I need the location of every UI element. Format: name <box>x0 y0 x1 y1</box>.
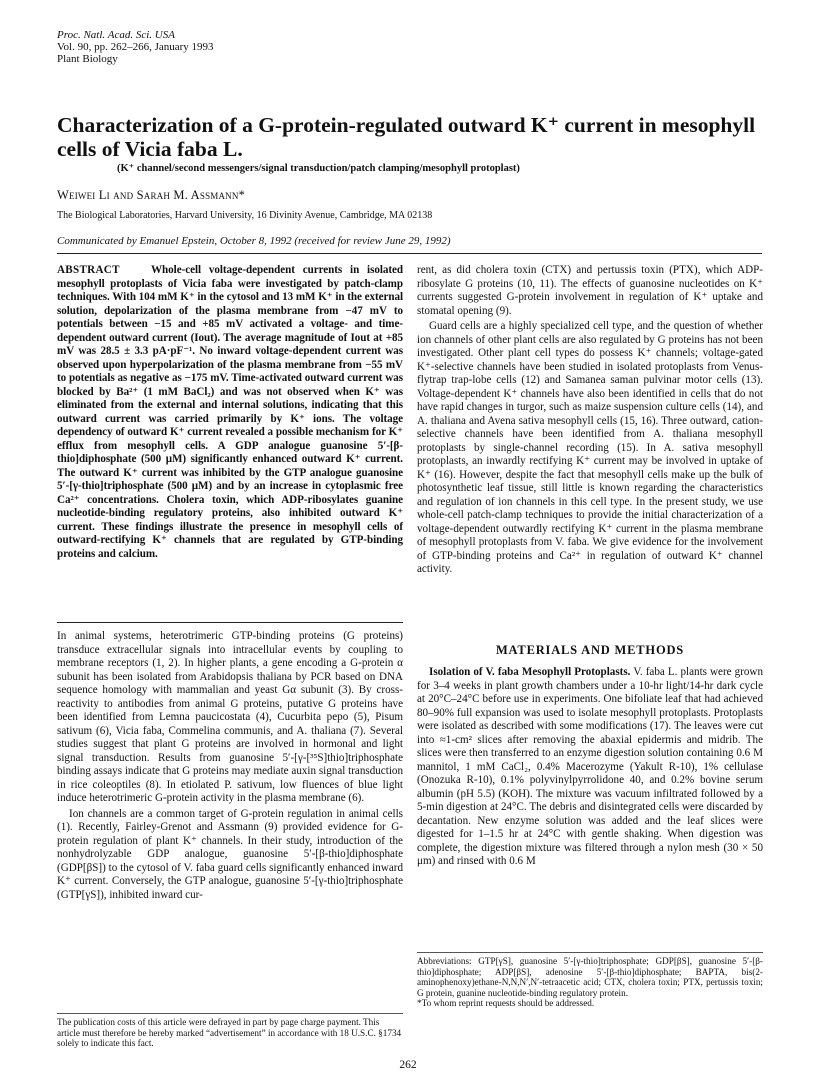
methods-section <box>417 666 763 869</box>
publication-cost-footnote: The publication costs of this article were defrayed in part by page charge payment. This article must therefore be hereby marked “advertisement” in accordance with 18 U.S.C. §1734 solely to indicate this fact. <box>57 1017 402 1048</box>
journal-volume: Vol. 90, pp. 262–266, January 1993 <box>57 41 214 53</box>
journal-section: Plant Biology <box>57 53 118 65</box>
abbreviations-footnote <box>417 956 763 1009</box>
intro-paragraph-2: Ion channels are a common target of G-protein regulation in animal cells (1). Recently, Fairley-Grenot and Assmann (9) provided evidence for G-protein regulation of plant K⁺ channels. In their study, introduction of the nonhydrolyzable GDP analogue, guanosine 5′-[β-thio]diphosphate (GDP[βS]) to the cytosol of V. faba guard cells significantly enhanced inward K⁺ current. Conversely, the GTP analogue, guanosine 5′-[γ-thio]triphosphate (GTP[γS]), inhibited inward cur- <box>57 807 403 901</box>
authors: Weiwei Li and Sarah M. Assmann* <box>57 188 246 202</box>
abstract-text: Whole-cell voltage-dependent currents in isolated mesophyll protoplasts of Vicia faba were investigated by patch-clamp techniques. With 104 mM K⁺ in the cytosol and 13 mM K⁺ in the external solution, depolarization of the plasma membrane from −47 mV to potentials between −15 and +85 mV activated a voltage- and time-dependent outward current (Iout). The average magnitude of Iout at +85 mV was 28.5 ± 3.3 pA·pF⁻¹. No inward voltage-dependent current was observed upon hyperpolarization of the plasma membrane from −55 mV to potentials as negative as −175 mV. Time-activated outward current was blocked by Ba²⁺ (1 mM BaCl₂) and was not observed when K⁺ was eliminated from the external and internal solutions, indicating that this outward current was carried primarily by K⁺ ions. The voltage dependency of outward K⁺ current revealed a possible mechanism for K⁺ efflux from mesophyll cells. A GDP analogue guanosine 5′-[β-thio]diphosphate (500 μM) significantly enhanced outward K⁺ current. The outward K⁺ current was inhibited by the GTP analogue guanosine 5′-[γ-thio]triphosphate (500 μM) and by an increase in cytoplasmic free Ca²⁺ concentrations. Cholera toxin, which ADP-ribosylates guanine nucleotide-binding regulatory proteins, also inhibited outward K⁺ current. These findings illustrate the presence in mesophyll cells of outward-rectifying K⁺ channels that are regulated by GTP-binding proteins and calcium. <box>57 264 403 560</box>
right-paragraph-2: Guard cells are a highly specialized cell type, and the question of whether ion channels of other plant cells are also regulated by G proteins has not been investigated. Other plant cell types do possess K⁺ channels; voltage-gated K⁺-selective channels have been studied in isolated protoplasts from Venus-flytrap trap-lobe cells (12) and Samanea saman pulvinar motor cells (13). Voltage-dependent K⁺ channels have also been identified in cells that do not have rapid changes in turgor, such as maize suspension culture cells (14), and A. thaliana and Avena sativa mesophyll cells (15, 16). Three outward, cation-selective channels have been identified from A. thaliana mesophyll protoplasts by single-channel recording (15). In A. sativa mesophyll protoplasts, an inwardly rectifying K⁺ current may be involved in uptake of K⁺ (16). However, despite the fact that mesophyll cells make up the bulk of photosynthetic leaf tissue, still little is known regarding the characteristics and regulation of ion channels in this cell type. In the present study, we use whole-cell patch-clamp techniques to provide the initial characterization of a voltage-dependent outwardly rectifying K⁺ current in the plasma membrane of mesophyll protoplasts from V. faba. We give evidence for the involvement of GTP-binding proteins and Ca²⁺ in regulation of outward K⁺ channel activity. <box>417 320 763 575</box>
abbreviations-text: Abbreviations: GTP[γS], guanosine 5′-[γ-thio]triphosphate; GDP[βS], guanosine 5′-[β-thio]diphosphate; ADP[βS], adenosine 5′-[β-thio]diphosphate; BAPTA, bis(2-aminophenoxy)ethane-N,N,N′,N′-tetraacetic acid; CTX, cholera toxin; PTX, pertussis toxin; G protein, guanine nucleotide-binding regulatory protein. <box>417 956 763 998</box>
paper-title: Characterization of a G-protein-regulated outward K⁺ current in mesophyll cells of Vicia faba L. <box>57 113 756 161</box>
right-column-intro <box>417 264 763 577</box>
intro-paragraph-1: In animal systems, heterotrimeric GTP-binding proteins (G proteins) transduce extracellular signals into intracellular events by coupling to membrane receptors (1, 2). In higher plants, a gene encoding a G-protein α subunit has been isolated from Arabidopsis thaliana by PCR based on DNA sequence homology with mammalian and yeast Gα subunit (3). By cross-reactivity to antibodies from animal G proteins, putative G proteins have been identified from Lemna paucicostata (4), Cucurbita pepo (5), Pisum sativum (6), Vicia faba, Commelina communis, and A. thaliana (7). Several studies suggest that plant G proteins are involved in hormonal and light signal transduction. Results from guanosine 5′-[γ-[³⁵S]thio]triphosphate binding assays indicate that G proteins may mediate auxin signal transduction in rice coleoptiles (8). In etiolated P. sativum, low fluences of blue light induce heterotrimeric G-protein activity in the plasma membrane (6). <box>57 630 403 804</box>
abstract-label: ABSTRACT <box>57 264 120 276</box>
methods-heading: MATERIALS AND METHODS <box>495 643 685 657</box>
introduction <box>57 630 403 902</box>
affiliation: The Biological Laboratories, Harvard University, 16 Divinity Avenue, Cambridge, MA 02138 <box>57 210 433 221</box>
abstract-divider <box>57 622 403 623</box>
corresponding-author-note: *To whom reprint requests should be addressed. <box>417 998 595 1008</box>
communicated-by: Communicated by Emanuel Epstein, October 8, 1992 (received for review June 29, 1992) <box>57 235 451 247</box>
abstract <box>57 264 403 561</box>
right-paragraph-1: rent, as did cholera toxin (CTX) and pertussis toxin (PTX), which ADP-ribosylate G proteins (10, 11). The effects of guanosine nucleotides on K⁺ currents suggested G-protein involvement in regulation of K⁺ uptake and stomatal opening (9). <box>417 264 763 317</box>
keywords: (K⁺ channel/second messengers/signal transduction/patch clamping/mesophyll protoplast) <box>117 163 520 174</box>
journal-name: Proc. Natl. Acad. Sci. USA <box>57 29 175 41</box>
methods-text: V. faba L. plants were grown for 3–4 weeks in plant growth chambers under a 10-hr light/14-hr dark cycle at 20°C–24°C before use in experiments. One bifoliate leaf that had achieved 80–90% full expansion was used to isolate mesophyll protoplasts. Protoplasts were isolated as described with some modifications (17). The leaves were cut into ≈1-cm² slices after removing the abaxial epidermis and midrib. The slices were then transferred to an enzyme digestion solution containing 0.6 M mannitol, 1 mM CaCl₂, 0.4% Macerozyme (Yakult R-10), 1% cellulase (Onozuka R-10), 0.1% polyvinylpyrrolidone 40, and 0.2% bovine serum albumin (pH 5.5) (KOH). The mixture was vacuum infiltrated followed by a 5-min digestion at 24°C. The debris and disintegrated cells were discarded by decantation. New enzyme solution was added and the leaf slices were digested for 1–1.5 hr at 24°C with gentle shaking. When digestion was complete, the digestion mixture was filtered through a nylon mesh (30 × 50 μm) and rinsed with 0.6 M <box>417 666 763 867</box>
footnote-divider <box>57 1013 403 1014</box>
header-divider <box>57 253 762 254</box>
journal-header <box>57 29 214 65</box>
page-number: 262 <box>399 1059 417 1071</box>
methods-runhead: Isolation of V. faba Mesophyll Protoplasts. <box>429 666 631 678</box>
abbreviations-divider <box>417 952 763 953</box>
